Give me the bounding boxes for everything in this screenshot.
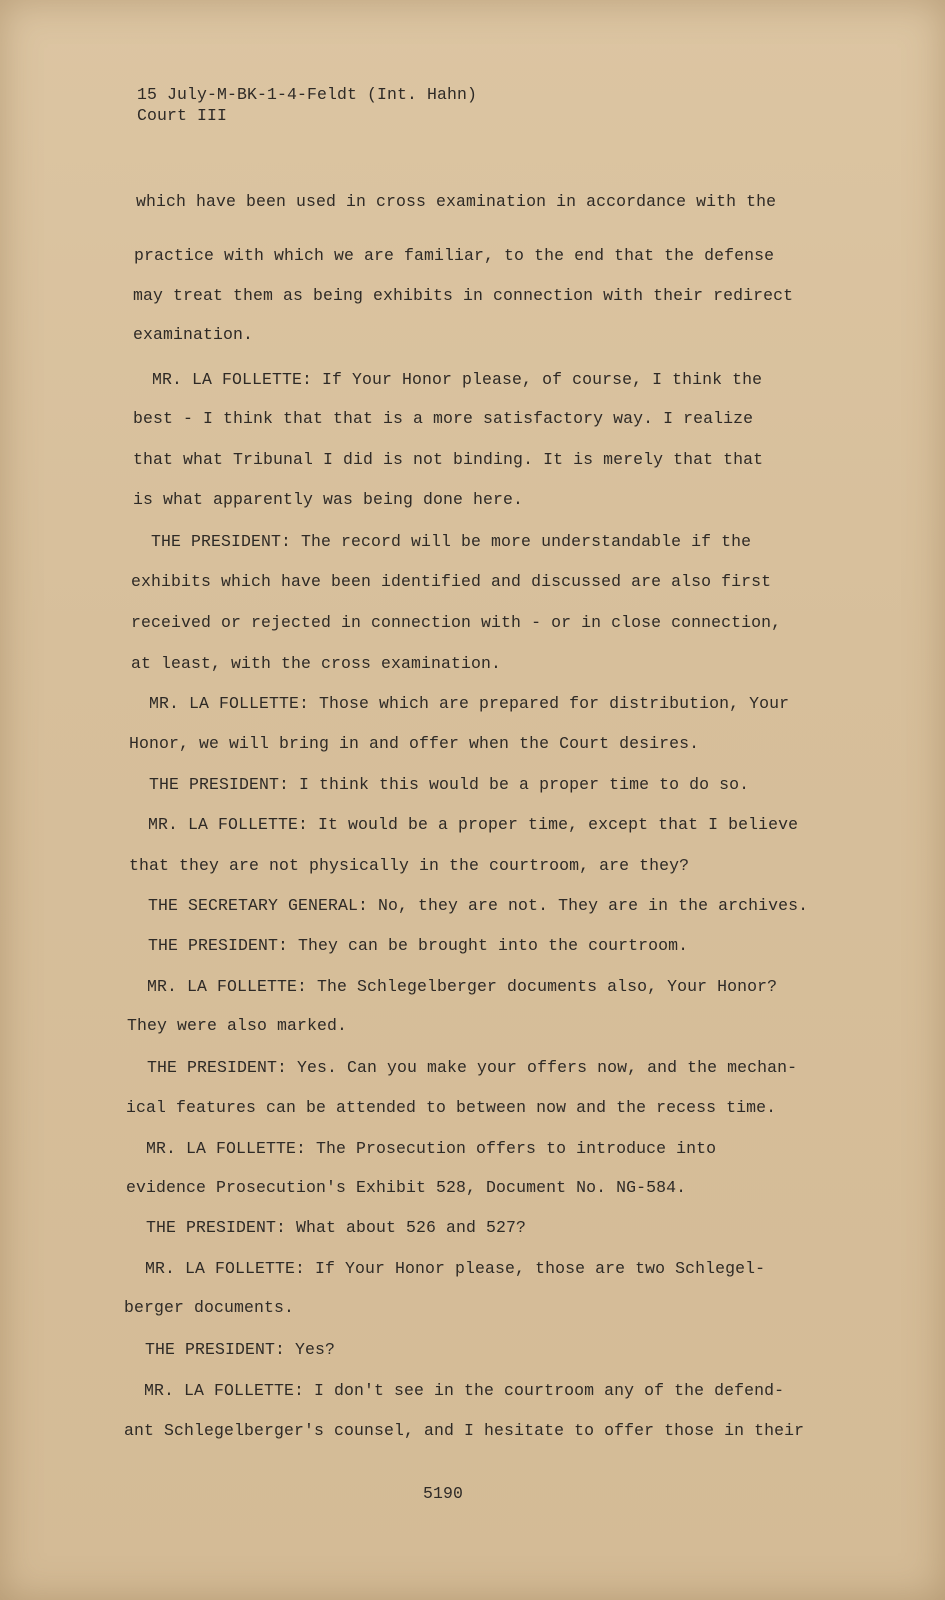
text-line: MR. LA FOLLETTE: The Prosecution offers to introduce into bbox=[146, 1139, 717, 1158]
text-line: that what Tribunal I did is not binding. It is merely that that bbox=[133, 450, 764, 469]
text-line: THE PRESIDENT: What about 526 and 527? bbox=[146, 1218, 527, 1237]
text-line: may treat them as being exhibits in connection with their redirect bbox=[133, 286, 794, 305]
text-line: MR. LA FOLLETTE: If Your Honor please, of course, I think the bbox=[152, 370, 763, 389]
text-line: examination. bbox=[133, 325, 254, 344]
text-line: THE PRESIDENT: The record will be more understandable if the bbox=[151, 532, 752, 551]
text-line: THE SECRETARY GENERAL: No, they are not. They are in the archives. bbox=[148, 896, 809, 915]
text-line: received or rejected in connection with - or in close connection, bbox=[131, 613, 782, 632]
text-line: which have been used in cross examination in accordance with the bbox=[136, 192, 777, 211]
header-reference: 15 July-M-BK-1-4-Feldt (Int. Hahn) bbox=[137, 85, 478, 104]
text-line: practice with which we are familiar, to the end that the defense bbox=[134, 246, 775, 265]
text-line: MR. LA FOLLETTE: Those which are prepared for distribution, Your bbox=[149, 694, 790, 713]
text-line: that they are not physically in the courtroom, are they? bbox=[129, 856, 690, 875]
page-header bbox=[137, 84, 477, 126]
text-line: ical features can be attended to between now and the recess time. bbox=[126, 1098, 777, 1117]
text-line: MR. LA FOLLETTE: If Your Honor please, those are two Schlegel- bbox=[145, 1259, 766, 1278]
text-line: Honor, we will bring in and offer when the Court desires. bbox=[129, 734, 700, 753]
text-line: THE PRESIDENT: Yes. Can you make your offers now, and the mechan- bbox=[147, 1058, 798, 1077]
text-line: at least, with the cross examination. bbox=[131, 654, 502, 673]
text-line: They were also marked. bbox=[127, 1016, 348, 1035]
text-line: MR. LA FOLLETTE: It would be a proper time, except that I believe bbox=[148, 815, 799, 834]
text-line: evidence Prosecution's Exhibit 528, Document No. NG-584. bbox=[126, 1178, 687, 1197]
page-number: 5190 bbox=[423, 1484, 464, 1503]
text-line: MR. LA FOLLETTE: I don't see in the courtroom any of the defend- bbox=[144, 1381, 785, 1400]
text-line: is what apparently was being done here. bbox=[133, 490, 524, 509]
text-line: best - I think that that is a more satisfactory way. I realize bbox=[133, 409, 754, 428]
text-line: berger documents. bbox=[124, 1298, 295, 1317]
text-line: exhibits which have been identified and discussed are also first bbox=[131, 572, 772, 591]
header-court: Court III bbox=[137, 106, 228, 125]
text-line: THE PRESIDENT: They can be brought into the courtroom. bbox=[148, 936, 689, 955]
text-line: MR. LA FOLLETTE: The Schlegelberger documents also, Your Honor? bbox=[147, 977, 778, 996]
text-line: THE PRESIDENT: Yes? bbox=[145, 1340, 336, 1359]
text-line: ant Schlegelberger's counsel, and I hesitate to offer those in their bbox=[124, 1421, 805, 1440]
text-line: THE PRESIDENT: I think this would be a proper time to do so. bbox=[149, 775, 750, 794]
